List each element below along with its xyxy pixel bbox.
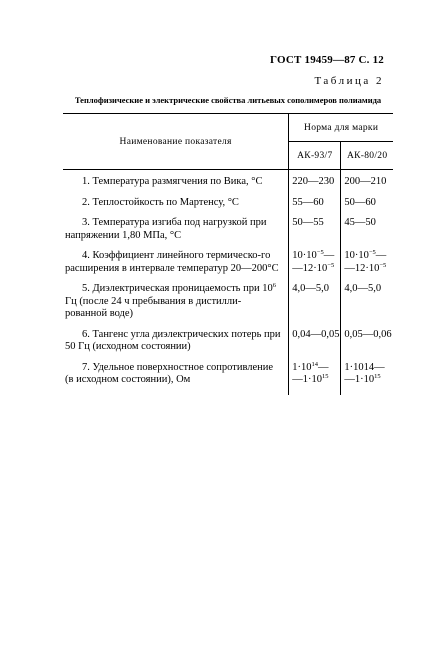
table-row [63, 283, 393, 329]
value-line: —12·10 [292, 262, 328, 274]
row-value-grade-1: 50—55 [289, 217, 341, 250]
row-value-grade-2 [341, 250, 393, 283]
value-dash: — [318, 361, 329, 373]
table-row [63, 250, 393, 283]
table-body [63, 170, 393, 395]
row-name [63, 283, 289, 329]
row-value-grade-2 [341, 362, 393, 395]
table-row [63, 197, 393, 218]
row-value-grade-2: 45—50 [344, 217, 376, 228]
row-value-grade-2: 50—60 [344, 196, 376, 208]
row-value-grade-1: 55—60 [289, 197, 341, 218]
row-name: 6. Тангенс угла диэлектрических потерь при 50 Гц (исходном состоянии) [63, 329, 289, 362]
row-name-part: 5. Диэлектрическая проницаемость при 10 [82, 283, 273, 294]
row-name: 2. Теплостойкость по Мартенсу, °С [63, 197, 289, 218]
document-code: ГОСТ 19459—87 С. 12 [270, 54, 384, 66]
table-header [63, 114, 393, 170]
value-dash: — [375, 250, 387, 261]
value-line: —12·10 [344, 262, 380, 274]
value-dash: — [323, 250, 335, 261]
row-value-grade-2: 4,0—5,0 [344, 283, 382, 294]
table-row [63, 362, 393, 395]
exponent: 15 [374, 373, 381, 380]
row-name: 7. Удельное поверхностное сопротивление (в исходном состоянии), Ом [63, 362, 289, 395]
column-header-grade-1: АК-93/7 [289, 142, 341, 170]
table-row [63, 329, 393, 362]
table-number-label: Таблица 2 [314, 75, 384, 87]
row-name: 3. Температура изгиба под нагрузкой при напряжении 1,80 МПа, °С [63, 217, 289, 250]
row-name: 4. Коэффициент линейного термическо-го расширения в интервале температур 20—200°С [63, 250, 289, 283]
value-line: 10·10 [344, 250, 369, 261]
row-value-grade-1: 220—230 [289, 170, 341, 197]
row-name-part: Гц (после 24 ч пребывания в дистилли-рованной воде) [65, 295, 242, 319]
row-value-grade-2: 200—210 [344, 176, 387, 187]
value-line: 10·10 [292, 250, 317, 261]
exponent: −5 [316, 249, 324, 256]
row-value-grade-1 [289, 250, 341, 283]
exponent: 6 [272, 282, 276, 289]
properties-table-wrapper [63, 113, 393, 395]
column-header-grade-2: АК-80/20 [341, 142, 393, 170]
exponent: 15 [322, 373, 329, 380]
row-value-grade-1: 0,04—0,05 [289, 329, 341, 362]
value-line: 1·10 [292, 361, 312, 373]
properties-table [63, 113, 393, 395]
value-line: 1·1014— [344, 361, 385, 373]
table-title: Теплофизические и электрические свойства литьевых сополимеров полиамида [74, 95, 382, 105]
row-name: 1. Температура размягчения по Вика, °С [63, 170, 289, 197]
column-header-norm: Норма для марки [289, 114, 393, 142]
exponent: −5 [379, 261, 387, 269]
column-header-name: Наименование показателя [63, 114, 289, 170]
exponent: −5 [368, 249, 376, 256]
row-value-grade-1: 4,0—5,0 [289, 283, 341, 329]
row-value-grade-1 [289, 362, 341, 395]
value-line: —1·10 [292, 374, 323, 385]
row-value-grade-2: 0,05—0,06 [344, 328, 392, 340]
table-row [63, 217, 393, 250]
exponent: −5 [327, 261, 335, 269]
exponent: 14 [311, 360, 319, 368]
value-line: —1·10 [344, 374, 375, 385]
table-row [63, 170, 393, 197]
